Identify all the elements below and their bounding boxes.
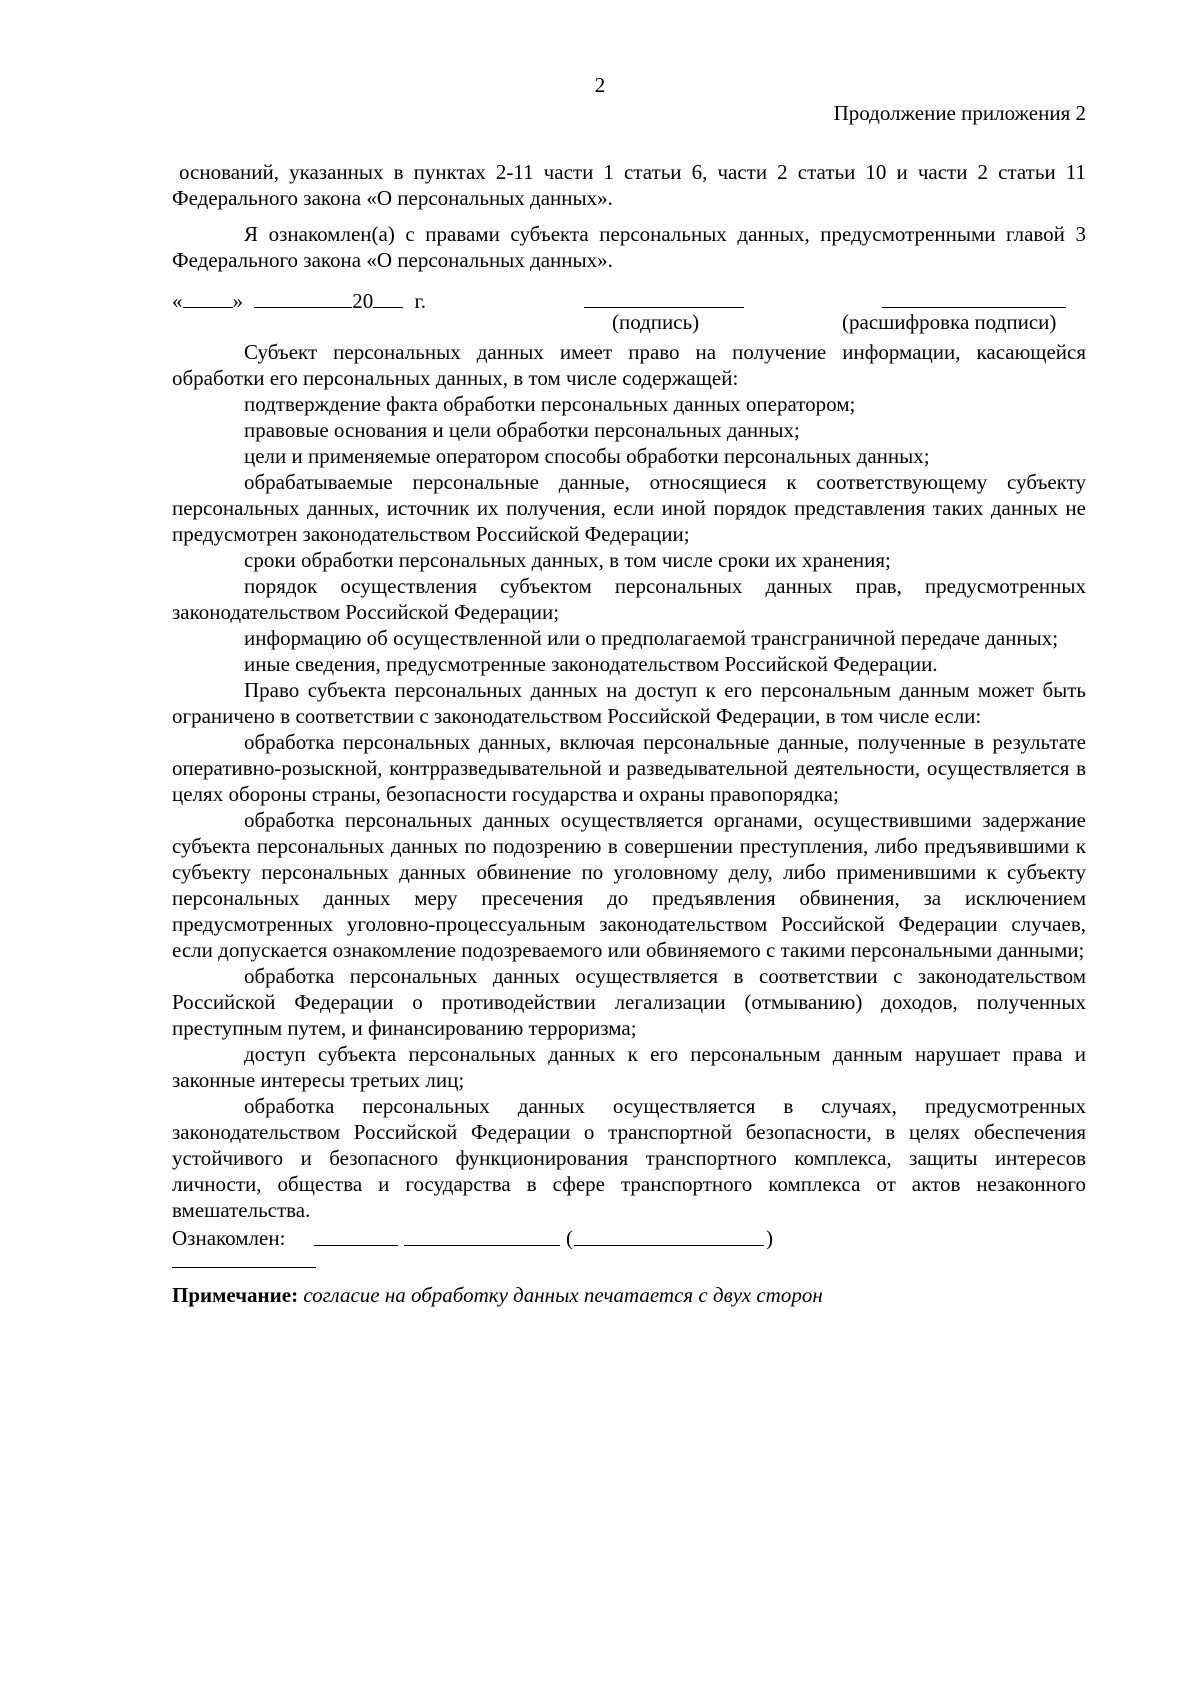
note [172, 1282, 1086, 1308]
rights-item: иные сведения, предусмотренные законодательством Российской Федерации. [244, 652, 938, 676]
note-text: согласие на обработку данных печатается с двух сторон [303, 1283, 823, 1307]
paren-open: ( [566, 1226, 573, 1250]
date-field[interactable] [172, 287, 426, 314]
rights-item: подтверждение факта обработки персональных данных оператором; [244, 392, 856, 416]
note-label: Примечание: [172, 1283, 299, 1307]
appendix-continuation-label: Продолжение приложения 2 [833, 101, 1086, 125]
restriction-item: обработка персональных данных, включая персональные данные, полученные в результате оперативно-розыскной, контрразведывательной и разведывательной деятельности, осуществляется в целях обороны страны, безопасности государства и охраны правопорядка; [172, 730, 1086, 806]
rights-item: правовые основания и цели обработки персональных данных; [244, 418, 800, 442]
rights-intro: Субъект персональных данных имеет право на получение информации, касающейся обработки его персональных данных, в том числе содержащей: [172, 340, 1086, 390]
footnote-separator [172, 1267, 316, 1268]
acknowledgment-blank-1[interactable] [314, 1225, 398, 1246]
acknowledgment-blank-3[interactable] [574, 1225, 764, 1246]
acknowledgment-blank-2[interactable] [404, 1225, 560, 1246]
paren-close: ) [766, 1226, 773, 1250]
paragraph-acknowledged-rights: Я ознакомлен(а) с правами субъекта персональных данных, предусмотренными главой 3 Федерального закона «О персональных данных». [172, 222, 1086, 272]
restriction-item: обработка персональных данных осуществляется в случаях, предусмотренных законодательством Российской Федерации о транспортной безопасности, в целях обеспечения устойчивого и безопасного функционирования транспортного комплекса, защиты интересов личности, общества и государства в сфере транспортного комплекса от актов незаконного вмешательства. [172, 1094, 1086, 1222]
rights-item: сроки обработки персональных данных, в том числе сроки их хранения; [244, 548, 891, 572]
restriction-item: обработка персональных данных осуществляется органами, осуществившими задержание субъекта персональных данных по подозрению в совершении преступления, либо предъявившими к субъекту персональных данных обвинение по уголовному делу, либо применившими к субъекту персональных данных меру пресечения до предъявления обвинения, за исключением предусмотренных уголовно-процессуальным законодательством Российской Федерации случаев, если допускается ознакомление подозреваемого или обвиняемого с такими персональными данными; [172, 808, 1086, 962]
year-suffix: г. [414, 289, 426, 313]
acknowledgment-label: Ознакомлен: [172, 1226, 286, 1250]
quote-open: « [172, 289, 183, 313]
day-blank[interactable] [183, 287, 233, 308]
year-prefix: 20 [352, 289, 374, 313]
caption-signature: (подпись) [612, 310, 700, 334]
restriction-item: доступ субъекта персональных данных к его персональным данным нарушает права и законные интересы третьих лиц; [172, 1042, 1086, 1092]
rights-item: порядок осуществления субъектом персональных данных прав, предусмотренных законодательством Российской Федерации; [172, 574, 1086, 624]
signature-decoding-blank[interactable] [882, 287, 1066, 308]
rights-item: обрабатываемые персональные данные, относящиеся к соответствующему субъекту персональных данных, источник их получения, если иной порядок представления таких данных не предусмотрен законодательством Российской Федерации; [172, 470, 1086, 546]
signature-captions [172, 310, 1086, 339]
document-body [172, 159, 1086, 1308]
quote-close: » [232, 289, 243, 313]
restriction-intro: Право субъекта персональных данных на доступ к его персональным данным может быть ограничено в соответствии с законодательством Российской Федерации, в том числе если: [172, 678, 1086, 728]
caption-decoding: (расшифровка подписи) [842, 310, 1057, 334]
page-number: 2 [594, 73, 606, 97]
rights-item: цели и применяемые оператором способы обработки персональных данных; [244, 444, 930, 468]
restriction-item: обработка персональных данных осуществляется в соответствии с законодательством Российской Федерации о противодействии легализации (отмыванию) доходов, полученных преступным путем, и финансированию терроризма; [172, 964, 1086, 1040]
rights-item: информацию об осуществленной или о предполагаемой трансграничной передаче данных; [244, 626, 1059, 650]
paragraph-grounds: оснований, указанных в пунктах 2-11 части 1 статьи 6, части 2 статьи 10 и части 2 статьи 11 Федерального закона «О персональных данных». [172, 160, 1086, 210]
year-blank[interactable] [373, 287, 403, 308]
signature-blank[interactable] [584, 287, 744, 308]
month-blank[interactable] [254, 287, 352, 308]
acknowledgment-row [172, 1223, 1086, 1253]
